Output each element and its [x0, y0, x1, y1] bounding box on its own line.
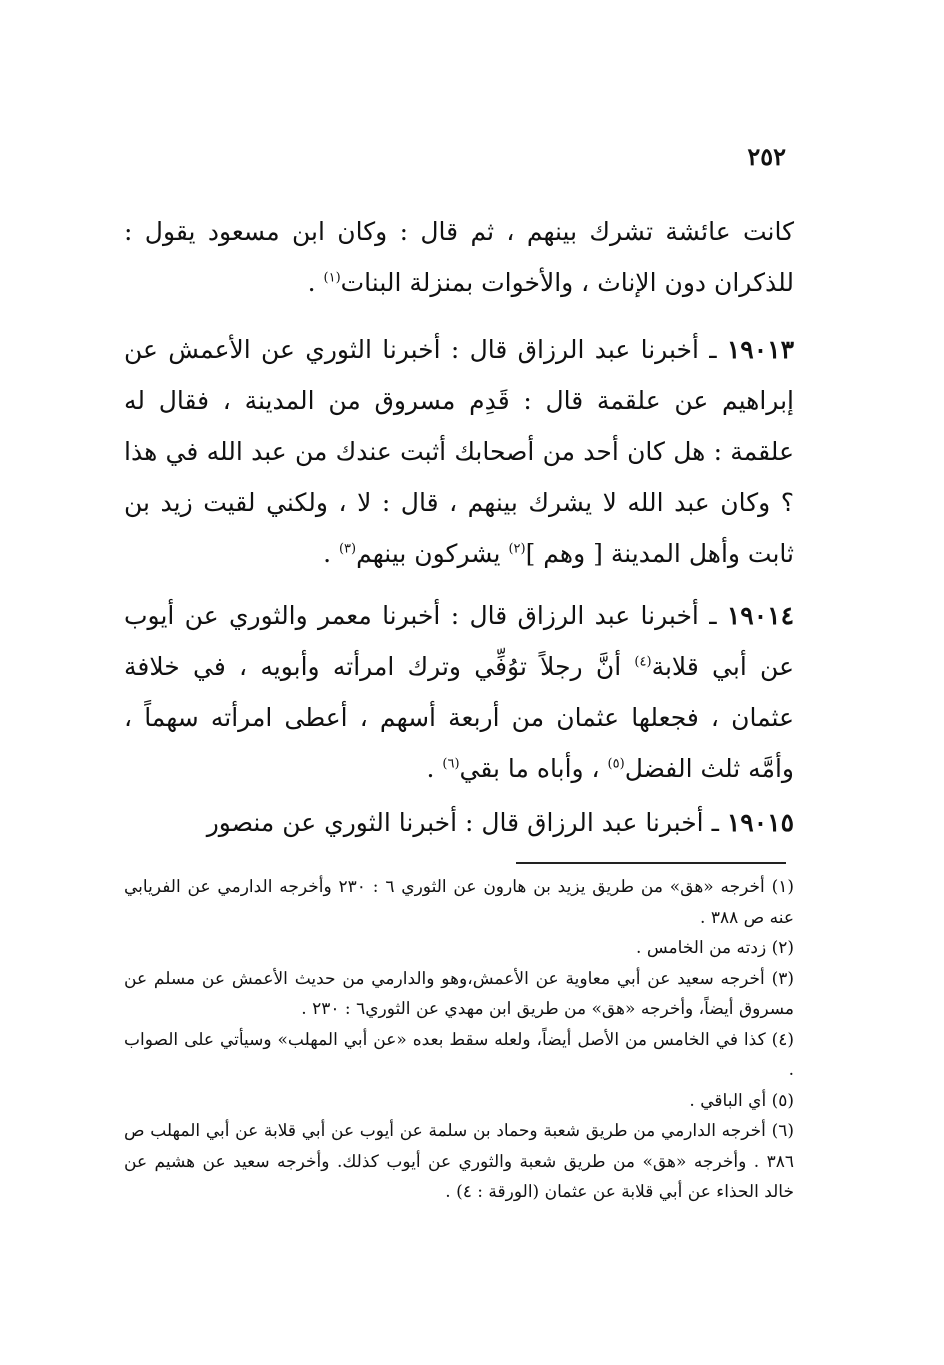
footnote-5: (٥) أي الباقي . — [689, 1090, 794, 1111]
paragraph-continuation — [124, 206, 794, 308]
paragraph-text: . — [307, 268, 324, 297]
footnote-ref: (١) — [323, 270, 341, 286]
paragraph-text: ، وأباه ما بقي — [459, 754, 608, 783]
footnote-6: (٦) أخرجه الدارمي من طريق شعبة وحماد بن سلمة عن أيوب عن أبي قلابة عن أبي المهلب ص ٣٨٦ . وأخرجه «هق» من طريق شعبة والثوري عن أيوب كذلك. وأخرجه سعيد عن هشيم عن خالد الحذاء عن أبي قلابة عن عثمان (الورقة : ٤) . — [124, 1121, 794, 1202]
paragraph-text: كانت عائشة تشرك بينهم ، ثم قال : وكان ابن مسعود يقول : للذكران دون الإناث ، والأخوات بمنزلة البنات — [124, 217, 794, 297]
footnote-separator — [516, 862, 786, 864]
footnote-ref: (٤) — [634, 654, 652, 670]
hadith-number: ١٩٠١٤ — [726, 601, 794, 630]
hadith-number: ١٩٠١٣ — [726, 335, 794, 364]
paragraph-text: . — [426, 754, 443, 783]
paragraph-text: يشركون بينهم — [356, 539, 509, 568]
hadith-19015 — [124, 797, 794, 848]
hadith-number: ١٩٠١٥ — [726, 808, 794, 837]
footnote-ref: (٣) — [338, 541, 357, 557]
footnote-ref: (٥) — [607, 756, 625, 772]
paragraph-text: . — [323, 539, 339, 568]
hadith-19014 — [124, 590, 794, 794]
paragraph-text: أنَّ رجلاً توُفِّي وترك امرأته وأبويه ، في خلافة عثمان ، فجعلها عثمان من أربعة أسهم ، أعطى امرأته سهماً ، وأمَّه ثلث الفضل — [124, 652, 794, 783]
paragraph-text: ـ أخبرنا عبد الرزاق قال : أخبرنا معمر والثوري عن أيوب عن أبي قلابة — [124, 601, 794, 681]
footnote-3: (٣) أخرجه سعيد عن أبي معاوية عن الأعمش،وهو والدارمي من حديث الأعمش عن مسلم عن مسروق أيضاً، وأخرجه «هق» من طريق ابن مهدي عن الثوري٦ : ٢٣٠ . — [124, 968, 794, 1019]
paragraph-text: ـ أخبرنا عبد الرزاق قال : أخبرنا الثوري عن منصور — [206, 808, 727, 837]
page-number: ٢٥٢ — [747, 142, 786, 171]
footnotes — [124, 872, 794, 1208]
footnote-ref: (٦) — [442, 756, 460, 772]
paragraph-text: ـ أخبرنا عبد الرزاق قال : أخبرنا الثوري عن الأعمش عن إبراهيم عن علقمة قال : قَدِم مسروق من المدينة ، فقال له علقمة : هل كان أحد من أصحابك أثبت عندك من عبد الله في هذا ؟ وكان عبد الله لا يشرك بينهم ، قال : لا ، ولكني لقيت زيد بن ثابت وأهل المدينة [ وهم ] — [124, 335, 794, 568]
footnote-2: (٢) زدته من الخامس . — [636, 938, 794, 958]
footnote-4: (٤) كذا في الخامس من الأصل أيضاً، ولعله سقط بعده «عن أبي المهلب» وسيأتي على الصواب . — [124, 1029, 794, 1080]
footnote-1: (١) أخرجه «هق» من طريق يزيد بن هارون عن الثوري ٦ : ٢٣٠ وأخرجه الدارمي عن الفريابي عنه ص ٣٨٨ . — [124, 877, 794, 928]
footnote-ref: (٢) — [508, 541, 526, 557]
hadith-19013 — [124, 324, 794, 579]
